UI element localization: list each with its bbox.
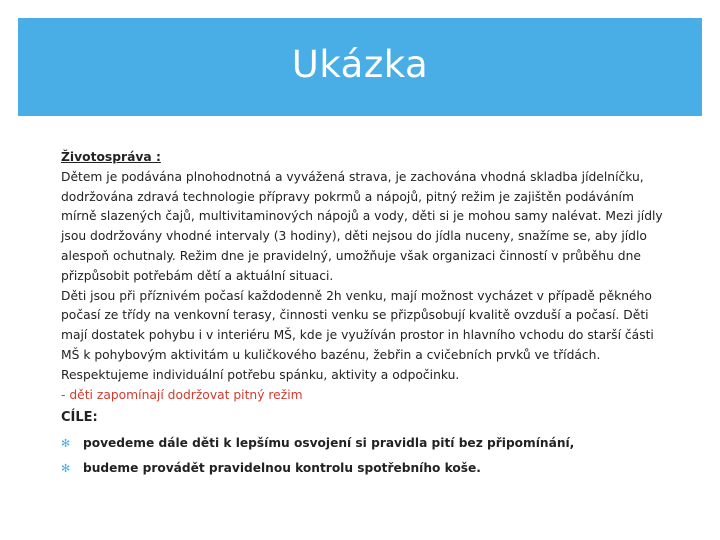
paragraph-outdoor: Děti jsou při příznivém počasí každodenně 2h venku, mají možnost vycházet v případě pěkného počasí ze třídy na venkovní terasy, činnosti venku se přizpůsobují kvalitě ovzduší a počasí. Děti mají dostatek pohybu i v interiéru MŠ, kde je využíván prostor in hlavního vchodu do starší části MŠ k pohybovým aktivitám u kuličkového bazénu, žebřin a cvičebních prvků ve třídách. Respektujeme individuální potřebu spánku, aktivity a odpočinku. — [61, 288, 654, 382]
goals-heading: CÍLE: — [61, 410, 98, 426]
highlight-line: - děti zapomínají dodržovat pitný režim — [61, 387, 303, 402]
goal-text: povedeme dále děti k lepšímu osvojení si pravidla pití bez připomínání, — [83, 436, 575, 451]
slide-content — [61, 148, 666, 481]
paragraph-nutrition: Dětem je podávána plnohodnotná a vyvážená strava, je zachována vhodná skladba jídelníčku, dodržována zdravá technologie přípravy pokrmů a nápojů, pitný režim je zajištěn podáváním mírně slazených čajů, multivitaminových nápojů a vody, děti si je mohou samy nalévat. Mezi jídly jsou dodržovány vhodné intervaly (3 hodiny), děti nejsou do jídla nuceny, snažíme se, aby jídlo alespoň ochutnaly. Režim dne je pravidelný, umožňuje však organizaci činností v průběhu dne přizpůsobit potřebám dětí a aktuální situaci. — [61, 169, 663, 283]
goal-list — [61, 431, 666, 481]
slide-title: Ukázka — [291, 43, 429, 86]
list-item — [61, 431, 666, 456]
lifestyle-heading: Životospráva : — [61, 150, 161, 164]
asterisk-bullet-icon: ✻ — [61, 462, 71, 476]
goal-text: budeme provádět pravidelnou kontrolu spotřebního koše. — [83, 461, 481, 476]
list-item — [61, 456, 666, 481]
asterisk-bullet-icon: ✻ — [61, 437, 71, 451]
